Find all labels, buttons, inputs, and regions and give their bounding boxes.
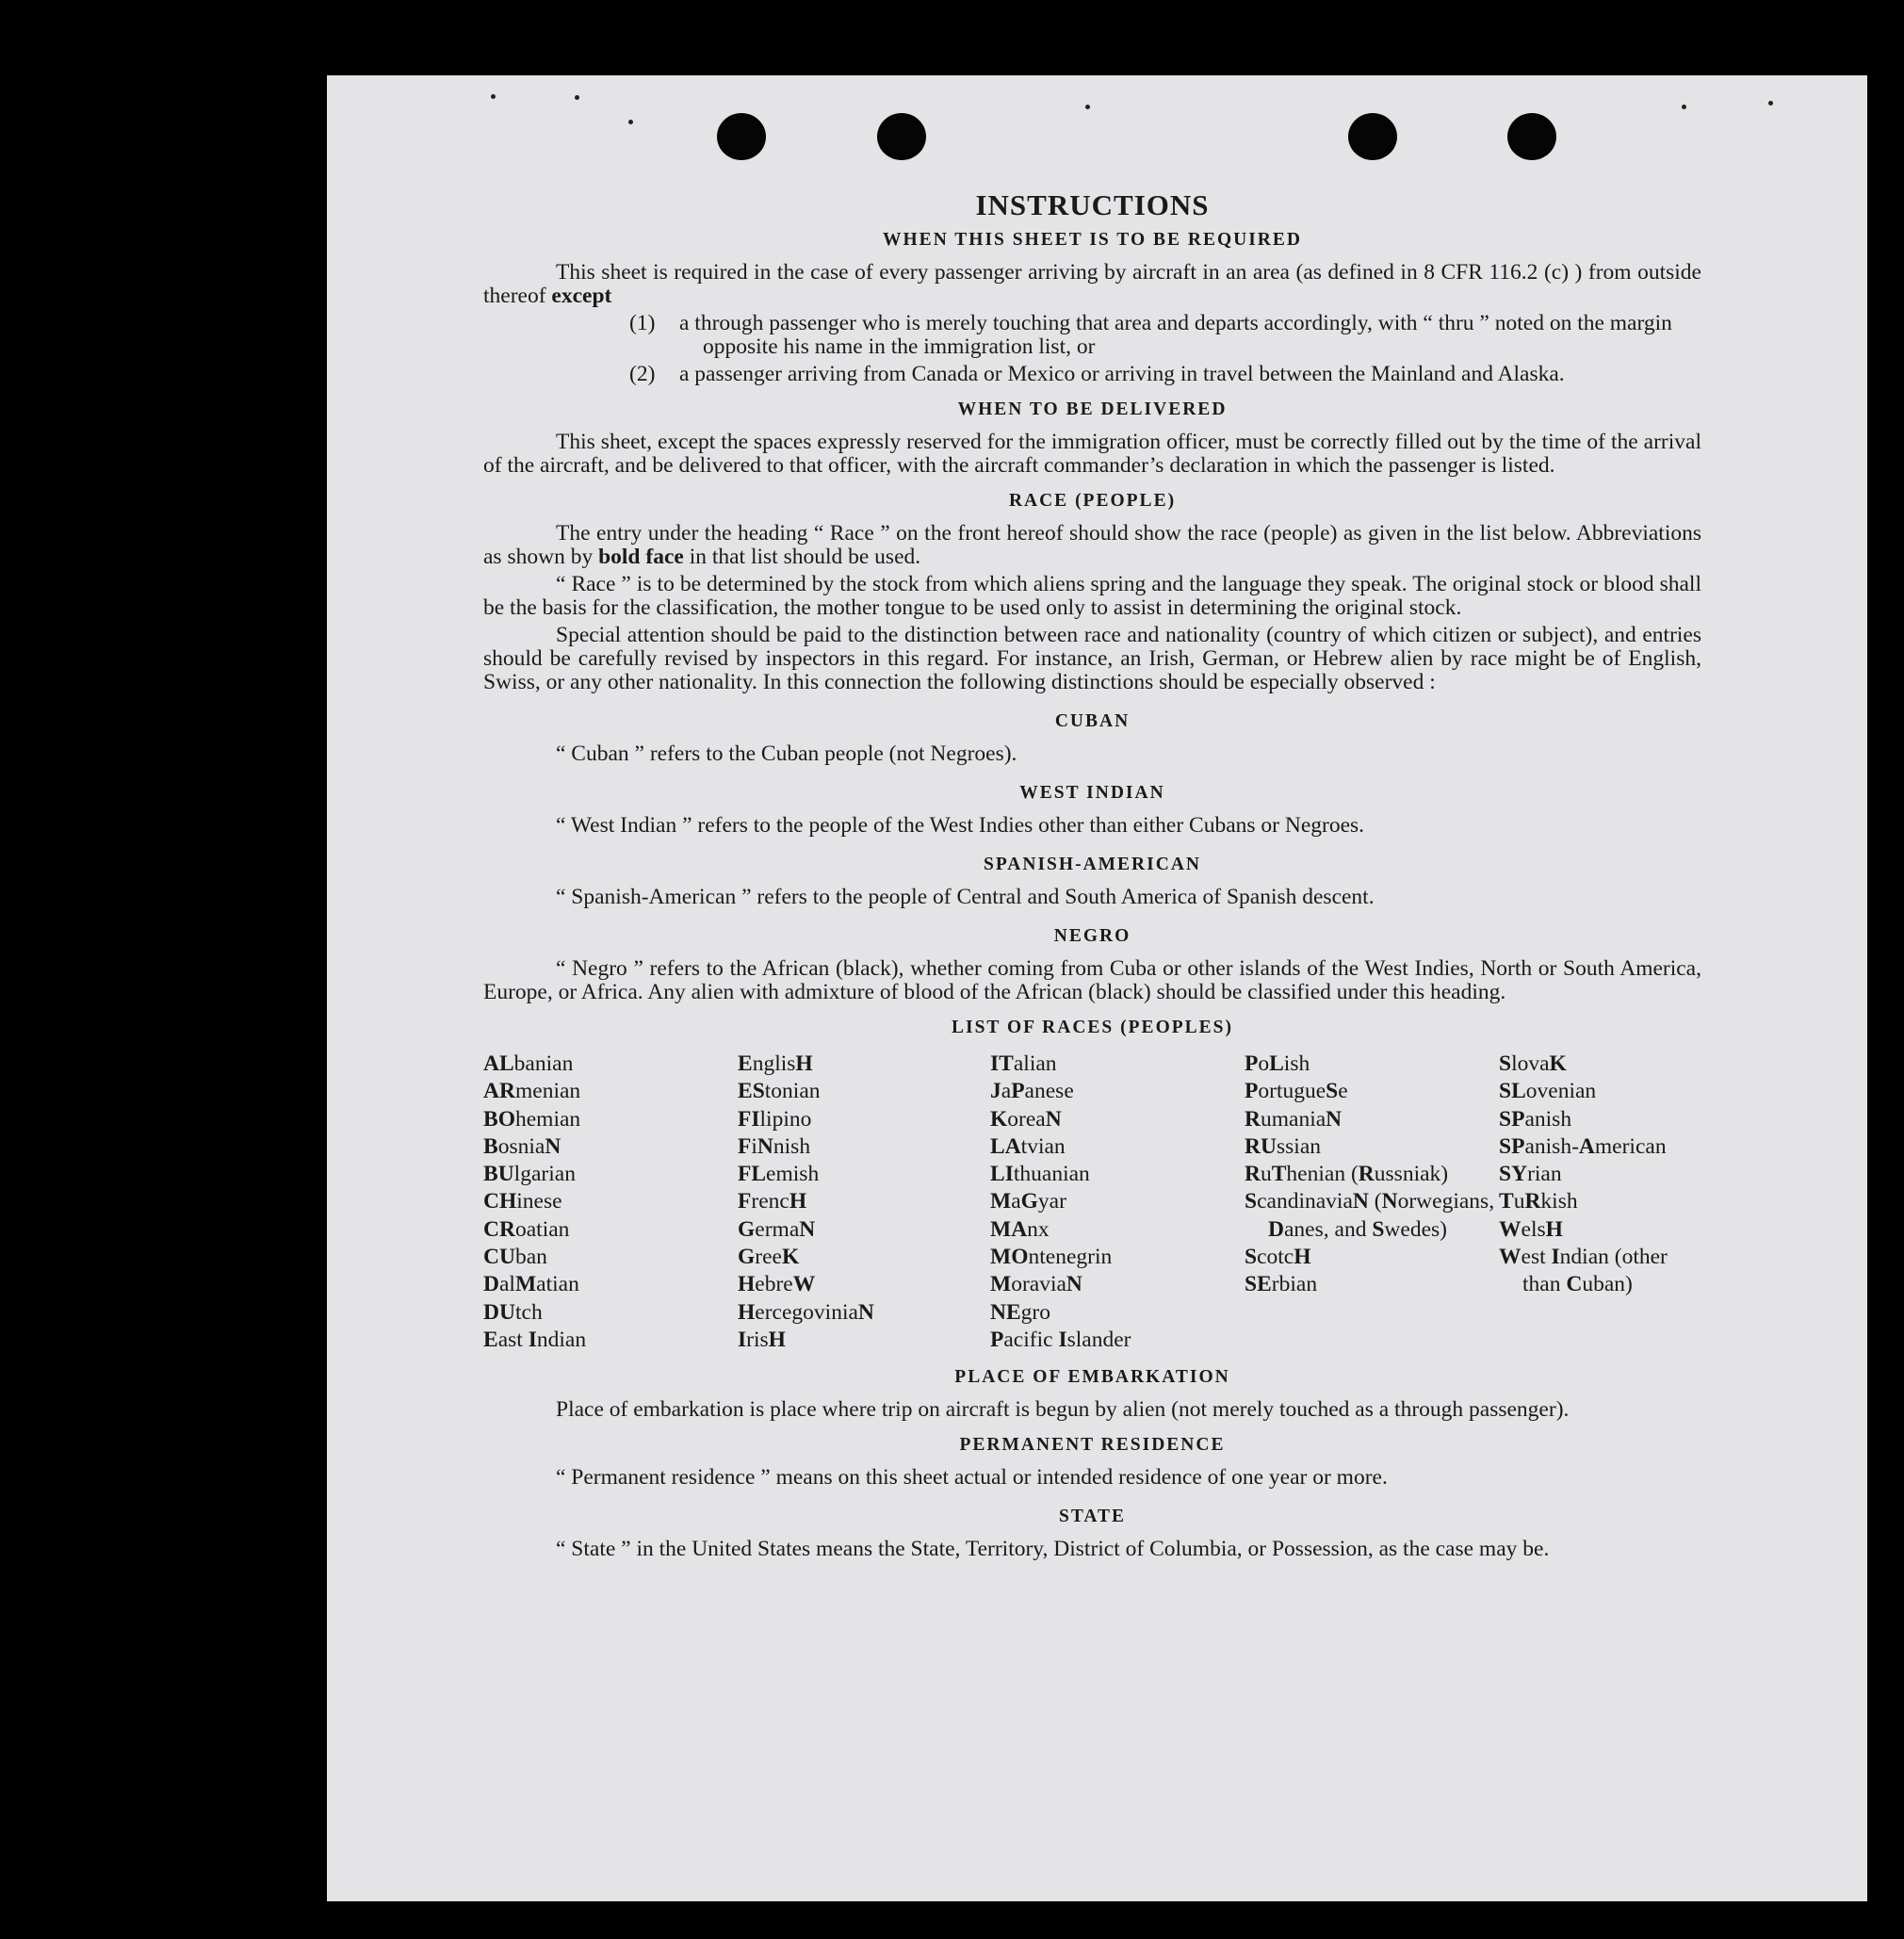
race-entry: ALbanian: [483, 1051, 574, 1076]
speck: [575, 95, 579, 100]
race-entry: SLovenian: [1499, 1079, 1597, 1104]
race-entry: FiNnish: [738, 1133, 811, 1159]
permanent-residence-text: “ Permanent residence ” means on this sheet actual or intended residence of one year or more.: [556, 1465, 1388, 1491]
exception-item: (1) a through passenger who is merely touching that area and departs accordingly, with “ thru ” noted on the margin opposite his name in the immigration list, or: [629, 311, 1672, 359]
race-entry: KoreaN: [990, 1106, 1062, 1132]
section-heading-race: RACE (PEOPLE): [1008, 491, 1177, 511]
race-entry: DalMatian: [483, 1272, 579, 1297]
race-entry: BosniaN: [483, 1133, 561, 1159]
race-entry: SYrian: [1499, 1162, 1562, 1187]
race-entry: ARmenian: [483, 1079, 581, 1104]
race-entry: CUban: [483, 1245, 547, 1270]
race-paragraph-3: Special attention should be paid to the distinction between race and nationality (country of which citizen or subject), and entries should be carefully revised by inspectors in this regard. For instance, an Irish, German, or Hebrew alien by race might be of English, Swiss, or any other nationality. In this connection the following distinctions should be especially observed :: [483, 623, 1701, 694]
race-entry: PoLish: [1245, 1051, 1310, 1076]
spanish-american-text: “ Spanish-American ” refers to the people of Central and South America of Spanish descent.: [556, 885, 1375, 909]
west-indian-text: “ West Indian ” refers to the people of the West Indies other than either Cubans or Negroes.: [556, 813, 1365, 838]
race-entry: RumaniaN: [1245, 1106, 1343, 1132]
section-heading-list-of-races: LIST OF RACES (PEOPLES): [951, 1018, 1233, 1037]
race-paragraph-1: The entry under the heading “ Race ” on the front hereof should show the race (people) as given in the list below. Abbreviations as shown by bold face in that list should be used.: [483, 521, 1701, 569]
race-entry: MaGyar: [990, 1189, 1066, 1214]
speck: [491, 94, 496, 99]
race-entry: EnglisH: [738, 1051, 813, 1076]
race-entry: LIthuanian: [990, 1162, 1090, 1187]
embarkation-text: Place of embarkation is place where trip on aircraft is begun by alien (not merely touched as a through passenger).: [556, 1397, 1570, 1423]
punch-hole: [877, 113, 926, 160]
race-entry: RuThenian (Russniak): [1245, 1162, 1449, 1187]
race-entry: East Indian: [483, 1327, 587, 1352]
race-entry: SErbian: [1245, 1272, 1318, 1297]
section-heading-cuban: CUBAN: [1054, 711, 1131, 731]
race-entry: BOhemian: [483, 1106, 581, 1132]
race-entry: NEgro: [990, 1299, 1050, 1325]
section-heading-west-indian: WEST INDIAN: [1019, 783, 1165, 803]
speck: [1682, 105, 1686, 109]
negro-text: “ Negro ” refers to the African (black), whether coming from Cuba or other islands of the West Indies, North or South America, Europe, or Africa. Any alien with admixture of blood of the African (black) should be classified under this heading.: [483, 956, 1701, 1004]
punch-hole: [717, 113, 766, 160]
section-heading-permanent-residence: PERMANENT RESIDENCE: [959, 1435, 1226, 1456]
race-entry: FrencH: [738, 1189, 807, 1214]
race-entry: CHinese: [483, 1189, 562, 1214]
state-text: “ State ” in the United States means the State, Territory, District of Columbia, or Possession, as the case may be.: [556, 1537, 1550, 1562]
page-title: INSTRUCTIONS: [975, 188, 1210, 221]
race-entry: HebreW: [738, 1272, 816, 1297]
instructions-body: [483, 188, 1701, 1565]
exception-item: (2) a passenger arriving from Canada or Mexico or arriving in travel between the Mainland and Alaska.: [629, 362, 1565, 386]
race-entry: West Indian (other than Cuban): [1499, 1245, 1668, 1297]
punch-hole: [1348, 113, 1397, 160]
races-list: [483, 1051, 1701, 1354]
when-delivered-text: This sheet, except the spaces expressly reserved for the immigration officer, must be correctly filled out by the time of the arrival of the aircraft, and be delivered to that officer, with the aircraft commander’s declaration in which the passenger is listed.: [483, 430, 1701, 478]
cuban-text: “ Cuban ” refers to the Cuban people (not Negroes).: [556, 741, 1017, 766]
race-entry: ScotcH: [1245, 1245, 1311, 1270]
speck: [628, 120, 633, 124]
race-entry: FLemish: [738, 1162, 820, 1187]
race-entry: MoraviaN: [990, 1272, 1082, 1297]
race-entry: DUtch: [483, 1299, 543, 1325]
race-entry: SPanish: [1499, 1106, 1572, 1132]
race-entry: GreeK: [738, 1245, 800, 1270]
races-column: [738, 1051, 990, 1354]
race-entry: MAnx: [990, 1216, 1050, 1242]
section-heading-state: STATE: [1058, 1507, 1127, 1527]
race-entry: ITalian: [990, 1051, 1057, 1076]
race-entry: MOntenegrin: [990, 1245, 1113, 1270]
race-paragraph-2: “ Race ” is to be determined by the stock from which aliens spring and the language they speak. The original stock or blood shall be the basis for the classification, the mother tongue to be used only to assist in determining the original stock.: [483, 572, 1701, 620]
race-entry: BUlgarian: [483, 1162, 576, 1187]
race-entry: IrisH: [738, 1327, 786, 1352]
section-heading-spanish-american: SPANISH-AMERICAN: [984, 855, 1201, 874]
race-entry: RUssian: [1245, 1133, 1321, 1159]
punch-hole: [1507, 113, 1556, 160]
race-entry: EStonian: [738, 1079, 821, 1104]
race-entry: WelsH: [1499, 1216, 1563, 1242]
race-entry: JaPanese: [990, 1079, 1074, 1104]
section-heading-embarkation: PLACE OF EMBARKATION: [954, 1367, 1230, 1388]
races-column: [1245, 1051, 1499, 1354]
section-heading-negro: NEGRO: [1053, 926, 1131, 946]
race-entry: LAtvian: [990, 1133, 1066, 1159]
race-entry: CRoatian: [483, 1216, 570, 1242]
races-column: [1499, 1051, 1701, 1354]
race-entry: SlovaK: [1499, 1051, 1567, 1076]
races-column: [483, 1051, 738, 1354]
when-required-intro: This sheet is required in the case of every passenger arriving by aircraft in an area (as defined in 8 CFR 116.2 (c) ) from outside thereof except: [483, 260, 1701, 308]
section-heading-when-delivered: WHEN TO BE DELIVERED: [957, 399, 1228, 419]
race-entry: SPanish-American: [1499, 1133, 1667, 1159]
race-entry: GermaN: [738, 1216, 816, 1242]
races-column: [990, 1051, 1245, 1354]
race-entry: Pacific Islander: [990, 1327, 1131, 1352]
speck: [1768, 101, 1773, 106]
race-entry: FIlipino: [738, 1106, 812, 1132]
race-entry: TuRkish: [1499, 1189, 1578, 1214]
section-heading-when-required: WHEN THIS SHEET IS TO BE REQUIRED: [883, 230, 1302, 250]
race-entry: ScandinaviaN (Norwegians, Danes, and Swedes): [1245, 1189, 1495, 1242]
race-entry: PortugueSe: [1245, 1079, 1348, 1104]
speck: [1085, 105, 1090, 109]
race-entry: HercegoviniaN: [738, 1299, 874, 1325]
